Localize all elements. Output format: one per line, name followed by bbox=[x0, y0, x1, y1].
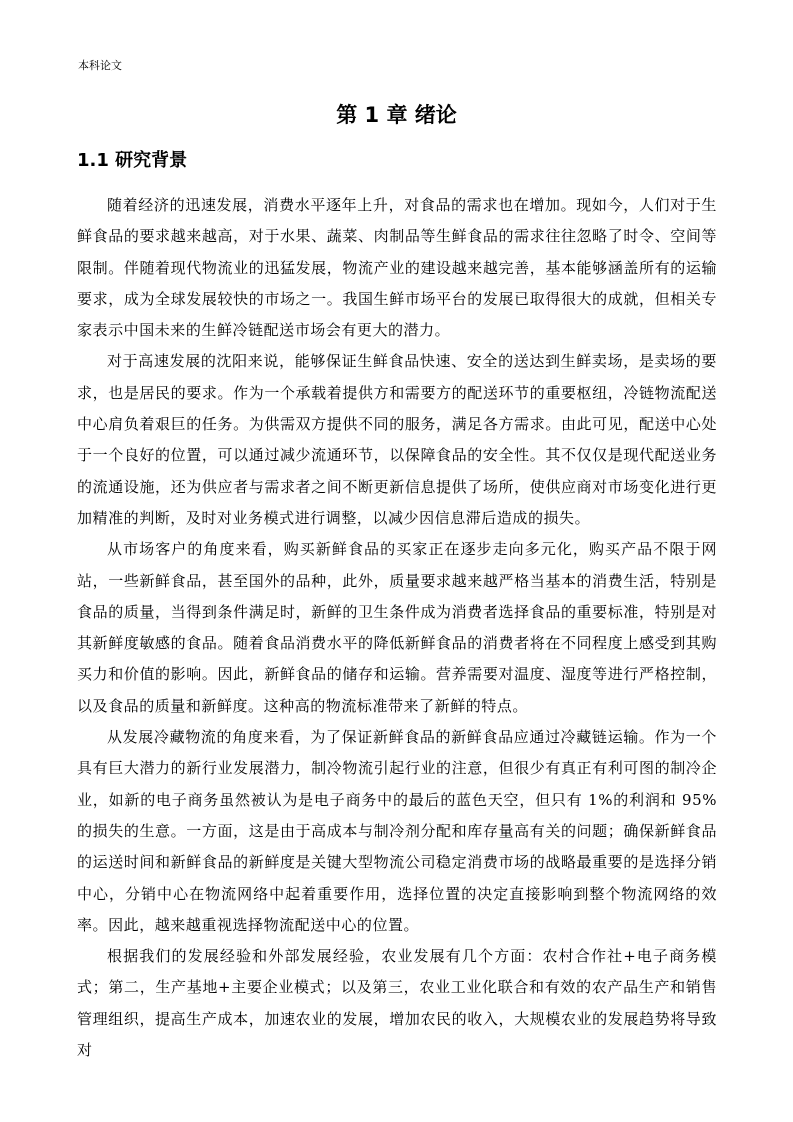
running-header: 本科论文 bbox=[78, 59, 122, 72]
paragraph: 从发展冷藏物流的角度来看，为了保证新鲜食品的新鲜食品应通过冷藏链运输。作为一个具有巨大潜力的新行业发展潜力，制冷物流引起行业的注意，但很少有真正有利可图的制冷企业，如新的电子商务虽然被认为是电子商务中的最后的蓝色天空，但只有 1%的利润和 95%的损失的生意。一方面，这是由于高成本与制冷剂分配和库存量高有关的问题；确保新鲜食品的运送时间和新鲜食品的新鲜度是关键大型物流公司稳定消费市场的战略最重要的是选择分销中心，分销中心在物流网络中起着重要作用，选择位置的决定直接影响到整个物流网络的效率。因此，越来越重视选择物流配送中心的位置。 bbox=[77, 728, 717, 934]
paragraph: 根据我们的发展经验和外部发展经验，农业发展有几个方面：农村合作社+电子商务模式；第二，生产基地+主要企业模式；以及第三，农业工业化联合和有效的农产品生产和销售管理组织，提高生产成本，加速农业的发展，增加农民的收入，大规模农业的发展趋势将导致对 bbox=[77, 947, 717, 1060]
chapter-title: 第 1 章 绪论 bbox=[336, 103, 457, 127]
body-text bbox=[77, 190, 717, 1066]
paragraph: 从市场客户的角度来看，购买新鲜食品的买家正在逐步走向多元化，购买产品不限于网站，一些新鲜食品，甚至国外的品种，此外，质量要求越来越严格当基本的消费生活，特别是食品的质量，当得到条件满足时，新鲜的卫生条件成为消费者选择食品的重要标准，特别是对其新鲜度敏感的食品。随着食品消费水平的降低新鲜食品的消费者将在不同程度上感受到其购买力和价值的影响。因此，新鲜食品的储存和运输。营养需要对温度、湿度等进行严格控制，以及食品的质量和新鲜度。这种高的物流标准带来了新鲜的特点。 bbox=[77, 540, 717, 715]
section-heading: 1.1 研究背景 bbox=[77, 150, 188, 171]
paragraph: 对于高速发展的沈阳来说，能够保证生鲜食品快速、安全的送达到生鲜卖场，是卖场的要求，也是居民的要求。作为一个承载着提供方和需要方的配送环节的重要枢纽，冷链物流配送中心肩负着艰巨的任务。为供需双方提供不同的服务，满足各方需求。由此可见，配送中心处于一个良好的位置，可以通过减少流通环节，以保障食品的安全性。其不仅仅是现代配送业务的流通设施，还为供应者与需求者之间不断更新信息提供了场所，使供应商对市场变化进行更加精准的判断，及时对业务模式进行调整，以减少因信息滞后造成的损失。 bbox=[77, 352, 717, 527]
paragraph: 随着经济的迅速发展，消费水平逐年上升，对食品的需求也在增加。现如今，人们对于生鲜食品的要求越来越高，对于水果、蔬菜、肉制品等生鲜食品的需求往往忽略了时令、空间等限制。伴随着现代物流业的迅猛发展，物流产业的建设越来越完善，基本能够涵盖所有的运输要求，成为全球发展较快的市场之一。我国生鲜市场平台的发展已取得很大的成就，但相关专家表示中国未来的生鲜冷链配送市场会有更大的潜力。 bbox=[77, 196, 717, 340]
